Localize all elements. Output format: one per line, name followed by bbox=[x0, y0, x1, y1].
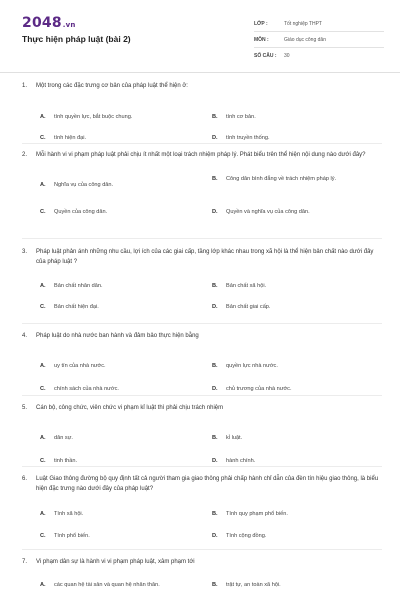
answer-options bbox=[22, 92, 382, 140]
option-c[interactable] bbox=[40, 385, 119, 393]
option-d[interactable] bbox=[212, 385, 292, 393]
option-b[interactable] bbox=[212, 282, 266, 290]
option-b[interactable] bbox=[212, 362, 278, 370]
answer-options bbox=[22, 568, 382, 598]
option-c[interactable] bbox=[40, 134, 86, 142]
option-a[interactable] bbox=[40, 181, 113, 189]
option-text: Nghĩa vụ của công dân. bbox=[54, 181, 114, 188]
option-text: tính hiện đại. bbox=[54, 134, 87, 141]
option-letter: A. bbox=[40, 581, 46, 588]
option-text: tính truyền thống. bbox=[226, 134, 270, 141]
header-divider bbox=[0, 72, 400, 73]
option-a[interactable] bbox=[40, 510, 83, 518]
meta-value: Giáo dục công dân bbox=[284, 36, 326, 43]
option-letter: A. bbox=[40, 434, 46, 441]
meta-label: MÔN : bbox=[254, 36, 269, 43]
meta-label: LỚP : bbox=[254, 20, 268, 27]
option-letter: B. bbox=[212, 511, 218, 517]
question-divider bbox=[22, 238, 382, 239]
option-letter: D. bbox=[212, 385, 218, 392]
option-text: Quyền của công dân. bbox=[54, 208, 108, 215]
question-number: 4. bbox=[22, 333, 28, 339]
question-number: 7. bbox=[22, 559, 28, 565]
answer-options bbox=[22, 267, 382, 319]
option-letter: D. bbox=[212, 208, 218, 215]
site-logo[interactable] bbox=[22, 15, 76, 31]
question-body: Một trong các đặc trưng cơ bản của pháp luật thể hiện ở: bbox=[36, 83, 188, 89]
option-text: quyền lực nhà nước. bbox=[226, 362, 278, 369]
option-b[interactable] bbox=[212, 581, 281, 589]
question-3 bbox=[22, 248, 382, 319]
option-text: Bản chất hiện đại. bbox=[54, 304, 99, 310]
question-7 bbox=[22, 558, 382, 598]
option-c[interactable] bbox=[40, 208, 107, 216]
quiz-title: Thực hiện pháp luật (bài 2) bbox=[22, 34, 131, 44]
question-body: Pháp luật do nhà nước ban hành và đảm bảo thực hiện bằng bbox=[36, 333, 199, 339]
question-body: Mỗi hành vi vi phạm pháp luật phải chịu ít nhất một loại trách nhiệm pháp lý. Phát biểu trên thể hiện nội dung nào dưới đây? bbox=[36, 152, 366, 158]
quiz-meta bbox=[254, 16, 384, 63]
option-text: trật tự, an toàn xã hội. bbox=[226, 581, 281, 588]
question-5 bbox=[22, 404, 382, 466]
question-1 bbox=[22, 82, 382, 140]
option-letter: B. bbox=[212, 581, 218, 588]
meta-label: SỐ CÂU : bbox=[254, 52, 277, 59]
option-text: Bản chất xã hội. bbox=[226, 283, 267, 289]
question-4 bbox=[22, 332, 382, 390]
option-a[interactable] bbox=[40, 282, 103, 290]
question-divider bbox=[22, 549, 382, 550]
question-text bbox=[22, 558, 382, 568]
question-body: Pháp luật phản ánh những nhu cầu, lợi ích của các giai cấp, tầng lớp khác nhau trong xã hội là thể hiện bản chất nào dưới đây của pháp luật ? bbox=[36, 249, 374, 265]
option-text: kỉ luật. bbox=[226, 434, 243, 441]
option-letter: C. bbox=[40, 134, 46, 141]
option-a[interactable] bbox=[40, 362, 106, 370]
question-divider bbox=[22, 466, 382, 467]
question-text bbox=[22, 248, 382, 267]
option-text: dân sự. bbox=[54, 434, 73, 441]
question-text bbox=[22, 404, 382, 414]
option-letter: C. bbox=[40, 533, 46, 539]
option-text: Tính quy phạm phổ biến. bbox=[226, 511, 288, 517]
option-letter: D. bbox=[212, 457, 218, 464]
option-letter: C. bbox=[40, 304, 46, 310]
question-text bbox=[22, 82, 382, 92]
option-b[interactable] bbox=[212, 434, 242, 442]
question-divider bbox=[22, 395, 382, 396]
question-number: 5. bbox=[22, 405, 28, 411]
option-text: tính quyền lực, bắt buộc chung. bbox=[54, 113, 133, 120]
question-number: 2. bbox=[22, 152, 28, 158]
question-divider bbox=[22, 143, 382, 144]
question-number: 6. bbox=[22, 476, 28, 482]
option-b[interactable] bbox=[212, 510, 288, 518]
meta-value: 30 bbox=[284, 52, 290, 59]
question-text bbox=[22, 332, 382, 342]
option-c[interactable] bbox=[40, 303, 99, 311]
option-letter: D. bbox=[212, 533, 218, 539]
logo-tld: .vn bbox=[62, 21, 76, 29]
question-body: Luật Giao thông đường bộ quy định tất cả người tham gia giao thông phải chấp hành chỉ dẫn của đèn tín hiệu giao thông, là biểu hiện đặc trưng nào dưới đây của pháp luật? bbox=[36, 476, 379, 492]
option-text: Bản chất giai cấp. bbox=[226, 304, 271, 310]
option-letter: A. bbox=[40, 511, 46, 517]
question-body: Vi phạm dân sự là hành vi vi phạm pháp luật, xâm phạm tới bbox=[36, 559, 195, 565]
answer-options bbox=[22, 414, 382, 466]
answer-options bbox=[22, 161, 382, 221]
option-d[interactable] bbox=[212, 134, 270, 142]
option-d[interactable] bbox=[212, 208, 310, 216]
option-letter: B. bbox=[212, 283, 218, 289]
option-text: hành chính. bbox=[226, 457, 256, 464]
option-letter: B. bbox=[212, 113, 218, 120]
page-header bbox=[0, 0, 400, 72]
option-a[interactable] bbox=[40, 434, 73, 442]
question-2 bbox=[22, 151, 382, 221]
question-body: Cán bộ, công chức, viên chức vi phạm kỉ luật thì phải chịu trách nhiệm bbox=[36, 405, 224, 411]
option-letter: C. bbox=[40, 457, 46, 464]
option-text: Công dân bình đẳng về trách nhiệm pháp lý. bbox=[226, 175, 337, 182]
option-letter: A. bbox=[40, 113, 46, 120]
option-text: Bản chất nhân dân. bbox=[54, 283, 103, 289]
meta-row-subject bbox=[254, 32, 384, 48]
option-letter: A. bbox=[40, 362, 46, 369]
option-text: Tính xã hội. bbox=[54, 511, 84, 517]
option-text: tinh thần. bbox=[54, 457, 78, 464]
meta-row-count bbox=[254, 48, 384, 63]
option-d[interactable] bbox=[212, 532, 266, 540]
answer-options bbox=[22, 342, 382, 390]
option-letter: B. bbox=[212, 362, 218, 369]
option-letter: D. bbox=[212, 304, 218, 310]
option-b[interactable] bbox=[212, 113, 256, 121]
option-letter: B. bbox=[212, 175, 218, 182]
question-text bbox=[22, 151, 382, 161]
option-b[interactable] bbox=[212, 175, 362, 183]
option-text: Tính cộng đồng. bbox=[226, 533, 267, 539]
option-a[interactable] bbox=[40, 113, 132, 121]
option-d[interactable] bbox=[212, 457, 255, 465]
option-text: chính sách của nhà nước. bbox=[54, 385, 119, 392]
option-text: tính cơ bản. bbox=[226, 113, 256, 120]
meta-value: Tốt nghiệp THPT bbox=[284, 20, 322, 27]
option-letter: A. bbox=[40, 283, 46, 289]
option-text: uy tín của nhà nước. bbox=[54, 362, 106, 369]
option-letter: C. bbox=[40, 385, 46, 392]
meta-row-class bbox=[254, 16, 384, 32]
option-c[interactable] bbox=[40, 532, 90, 540]
option-letter: A. bbox=[40, 181, 46, 188]
option-c[interactable] bbox=[40, 457, 77, 465]
option-letter: B. bbox=[212, 434, 218, 441]
logo-text: 2048 bbox=[22, 15, 62, 31]
answer-options bbox=[22, 494, 382, 546]
option-letter: C. bbox=[40, 208, 46, 215]
option-text: các quan hệ tài sản và quan hệ nhân thân. bbox=[54, 581, 160, 588]
option-d[interactable] bbox=[212, 303, 270, 311]
question-text bbox=[22, 475, 382, 494]
question-divider bbox=[22, 323, 382, 324]
question-number: 1. bbox=[22, 83, 28, 89]
option-letter: D. bbox=[212, 134, 218, 141]
option-text: Tính phổ biến. bbox=[54, 533, 90, 539]
question-6 bbox=[22, 475, 382, 546]
option-a[interactable] bbox=[40, 581, 160, 589]
option-text: chủ trương của nhà nước. bbox=[226, 385, 292, 392]
option-text: Quyền và nghĩa vụ của công dân. bbox=[226, 208, 310, 215]
question-number: 3. bbox=[22, 249, 28, 255]
